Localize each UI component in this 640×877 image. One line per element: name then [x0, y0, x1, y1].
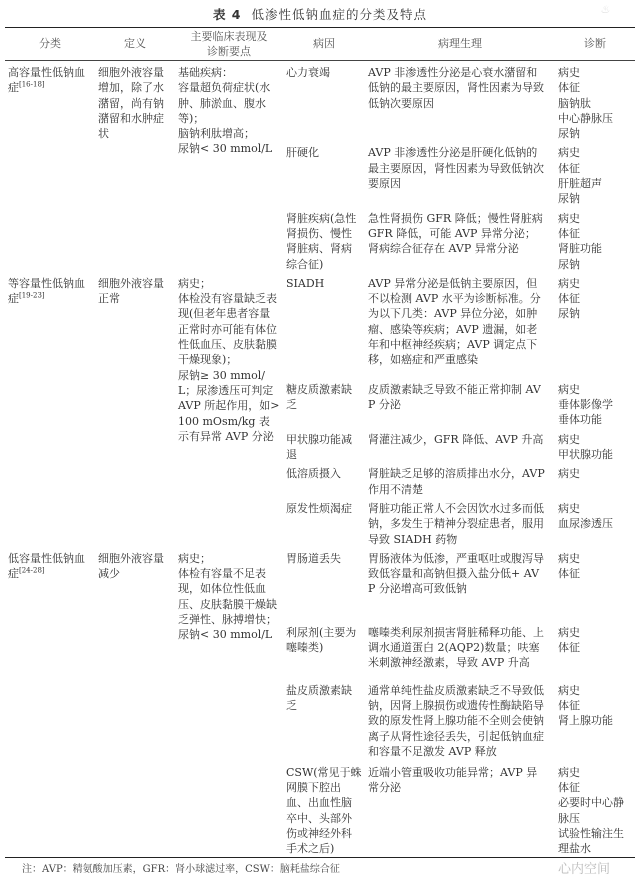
pathophysiology-cell: 急性肾损伤 GFR 降低；慢性肾脏病 GFR 降低，可能 AVP 异常分泌；肾病综合征存在 AVP 异常分泌 [368, 211, 543, 256]
definition-cell: 细胞外液容量减少 [98, 551, 164, 581]
clinical-line: 体检有容量不足表现，如体位性低血压、皮肤黏膜干燥缺乏弹性、脉搏增快； [178, 567, 277, 627]
diagnosis-cell [555, 462, 635, 497]
pathophysiology-cell: 胃肠液体为低渗，严重呕吐或腹泻导致低容量和高钠但摄入盐分低+ AVP 分泌增高可致低钠 [368, 551, 544, 596]
clinical-cell [175, 547, 283, 857]
diagnosis-item: 体征 [558, 292, 580, 306]
diagnosis-item: 甲状腺功能 [558, 448, 613, 462]
diagnosis-item: 病史 [558, 382, 580, 396]
diagnosis-cell [555, 378, 635, 428]
clinical-line: 尿钠< 30 mmol/L [178, 142, 273, 156]
pathophysiology-cell: AVP 非渗透性分泌是心衰水潴留和低钠的最主要原因，肾性因素为导致低钠次要原因 [368, 66, 544, 110]
table-row [5, 61, 635, 142]
diagnosis-item: 尿钠 [558, 257, 580, 271]
diagnosis-item: 病史 [558, 683, 580, 697]
watermark-logo: 心内空间 [557, 861, 610, 877]
pathophysiology-cell: 皮质激素缺乏导致不能正常抑制 AVP 分泌 [368, 382, 541, 412]
clinical-cell [175, 272, 283, 547]
category-name: 高容量性低钠血症 [8, 66, 85, 95]
header-diagnosis: 诊断 [584, 37, 606, 51]
pathophysiology-cell: 噻嗪类利尿剂损害肾脏稀释功能、上调水通道蛋白 2(AQP2)数量；呋塞米刺激神经激素，导致 AVP 升高 [368, 625, 544, 670]
cause-cell: CSW(常见于蛛网膜下腔出血、出血性脑卒中、头部外伤或神经外科手术之后) [286, 765, 362, 856]
definition-cell: 细胞外液容量增加，除了水潴留，尚有钠潴留和水肿症状 [98, 66, 164, 141]
diagnosis-item: 病史 [558, 467, 580, 481]
diagnosis-cell [555, 679, 635, 761]
reference: [19-23] [19, 291, 45, 300]
diagnosis-item: 体征 [558, 161, 580, 175]
diagnosis-item: 尿钠 [558, 192, 580, 206]
header-cause: 病因 [313, 37, 335, 51]
diagnosis-item: 肾脏功能 [558, 242, 602, 256]
clinical-line: 体检没有容量缺乏表现(但老年患者容量正常时亦可能有体位性低血压、皮肤黏膜干燥现象)； [178, 292, 277, 367]
pathophysiology-cell: 肾灌注减少，GFR 降低、AVP 升高 [368, 432, 544, 446]
diagnosis-item: 垂体功能 [558, 413, 602, 427]
diagnosis-item: 垂体影像学 [558, 398, 613, 412]
cause-cell: 盐皮质激素缺乏 [286, 683, 352, 713]
reference: [24-28] [19, 566, 45, 575]
diagnosis-item: 试验性输注生理盐水 [558, 827, 624, 856]
clinical-line: 尿钠≥ 30 mmol/L；尿渗透压可判定 AVP 所起作用，如> 100 mOsm/kg 表示有异常 AVP 分泌 [178, 368, 280, 443]
diagnosis-item: 肾上腺功能 [558, 714, 613, 728]
table-title [0, 0, 640, 27]
cause-cell: 肾脏疾病(急性肾损伤、慢性肾脏病、肾病综合征) [286, 211, 357, 271]
cause-cell: 心力衰竭 [286, 66, 330, 79]
category-name: 低容量性低钠血症 [8, 551, 85, 581]
diagnosis-item: 体征 [558, 641, 580, 655]
diagnosis-item: 病史 [558, 765, 580, 779]
pathophysiology-cell: 肾脏缺乏足够的溶质排出水分，AVP 作用不清楚 [368, 467, 545, 496]
diagnosis-item: 体征 [558, 226, 580, 240]
diagnosis-item: 肝脏超声 [558, 177, 602, 191]
clinical-cell [175, 61, 283, 272]
diagnosis-item: 病史 [558, 211, 580, 225]
table-footnote: 注：AVP：精氨酸加压素，GFR：肾小球滤过率，CSW：脑耗盐综合征 [22, 863, 340, 875]
cause-cell: 肝硬化 [286, 146, 319, 160]
diagnosis-item: 体征 [558, 781, 580, 795]
cause-cell: 胃肠道丢失 [286, 551, 341, 565]
category-cell [5, 272, 95, 547]
clinical-line: 尿钠< 30 mmol/L [178, 628, 273, 642]
clinical-line: 容量超负荷症状(水肿、肺淤血、腹水等)； [178, 81, 271, 125]
cause-cell: 原发性烦渴症 [286, 501, 352, 515]
diagnosis-item: 体征 [558, 81, 580, 95]
cause-cell: 低溶质摄入 [286, 467, 341, 481]
watermark-top: ♨ [600, 3, 610, 16]
header-pathophysiology: 病理生理 [438, 37, 482, 51]
diagnosis-cell [555, 272, 635, 378]
category-cell [5, 61, 95, 272]
table-footer [10, 858, 630, 877]
diagnosis-item: 脑钠肽 [558, 96, 591, 110]
cause-cell: 甲状腺功能减退 [286, 432, 352, 462]
diagnosis-cell [555, 428, 635, 463]
pathophysiology-cell: 肾脏功能正常人不会因饮水过多而低钠，多发生于精神分裂症患者，服用导致 SIADH 药物 [368, 501, 544, 546]
cause-cell: 糖皮质激素缺乏 [286, 382, 352, 412]
diagnosis-item: 病史 [558, 551, 580, 565]
diagnosis-item: 病史 [558, 66, 580, 79]
cause-cell: 利尿剂(主要为噻嗪类) [286, 625, 357, 655]
diagnosis-cell [555, 497, 635, 547]
clinical-line: 病史； [178, 276, 211, 290]
diagnosis-cell [555, 61, 635, 142]
table-row [5, 272, 635, 378]
cause-cell: SIADH [286, 276, 325, 290]
definition-cell: 细胞外液容量正常 [98, 276, 164, 306]
pathophysiology-cell: 通常单纯性盐皮质激素缺乏不导致低钠，因肾上腺损伤或遗传性酶缺陷导致的原发性肾上腺功能不全则会使钠离子从肾性途径丢失，引起低钠血症和容量不足激发 AVP 释放 [368, 683, 544, 759]
diagnosis-cell [555, 621, 635, 679]
diagnosis-item: 体征 [558, 699, 580, 713]
clinical-line: 基础疾病： [178, 66, 233, 79]
diagnosis-item: 必要时中心静脉压 [558, 796, 624, 825]
pathophysiology-cell: AVP 异常分泌是低钠主要原因，但不以检测 AVP 水平为诊断标准。分为以下几类：AVP 异位分泌，如肿瘤、感染等疾病；AVP 遗漏，如老年和中枢神经疾病；AVP 调定点下移，如癌症和严重感染 [368, 276, 541, 367]
diagnosis-item: 体征 [558, 567, 580, 581]
diagnosis-item: 中心静脉压 [558, 111, 613, 125]
header-clinical: 主要临床表现及诊断要点 [190, 29, 268, 58]
diagnosis-item: 血尿渗透压 [558, 517, 613, 531]
diagnosis-item: 尿钠 [558, 127, 580, 141]
table-title-text: 低渗性低钠血症的分类及特点 [251, 7, 428, 22]
header-definition: 定义 [124, 37, 146, 51]
table-number: 表 4 [212, 7, 242, 22]
category-cell [5, 547, 95, 857]
diagnosis-cell [555, 141, 635, 206]
header-category: 分类 [39, 37, 61, 51]
clinical-line: 病史； [178, 551, 211, 565]
diagnosis-cell [555, 761, 635, 857]
category-name: 等容量性低钠血症 [8, 276, 85, 306]
diagnosis-item: 病史 [558, 501, 580, 515]
diagnosis-item: 病史 [558, 146, 580, 160]
table-header-row [5, 28, 635, 61]
diagnosis-item: 病史 [558, 432, 580, 446]
reference: [16-18] [19, 80, 45, 89]
pathophysiology-cell: AVP 非渗透性分泌是肝硬化低钠的最主要原因，肾性因素为导致低钠次要原因 [368, 146, 544, 191]
hyponatremia-classification-table [5, 27, 635, 858]
pathophysiology-cell: 近端小管重吸收功能异常；AVP 异常分泌 [368, 765, 538, 795]
table-row [5, 547, 635, 621]
diagnosis-cell [555, 547, 635, 621]
clinical-line: 脑钠利肽增高； [178, 127, 255, 141]
diagnosis-item: 病史 [558, 276, 580, 290]
diagnosis-item: 尿钠 [558, 307, 580, 321]
diagnosis-item: 病史 [558, 625, 580, 639]
diagnosis-cell [555, 207, 635, 272]
